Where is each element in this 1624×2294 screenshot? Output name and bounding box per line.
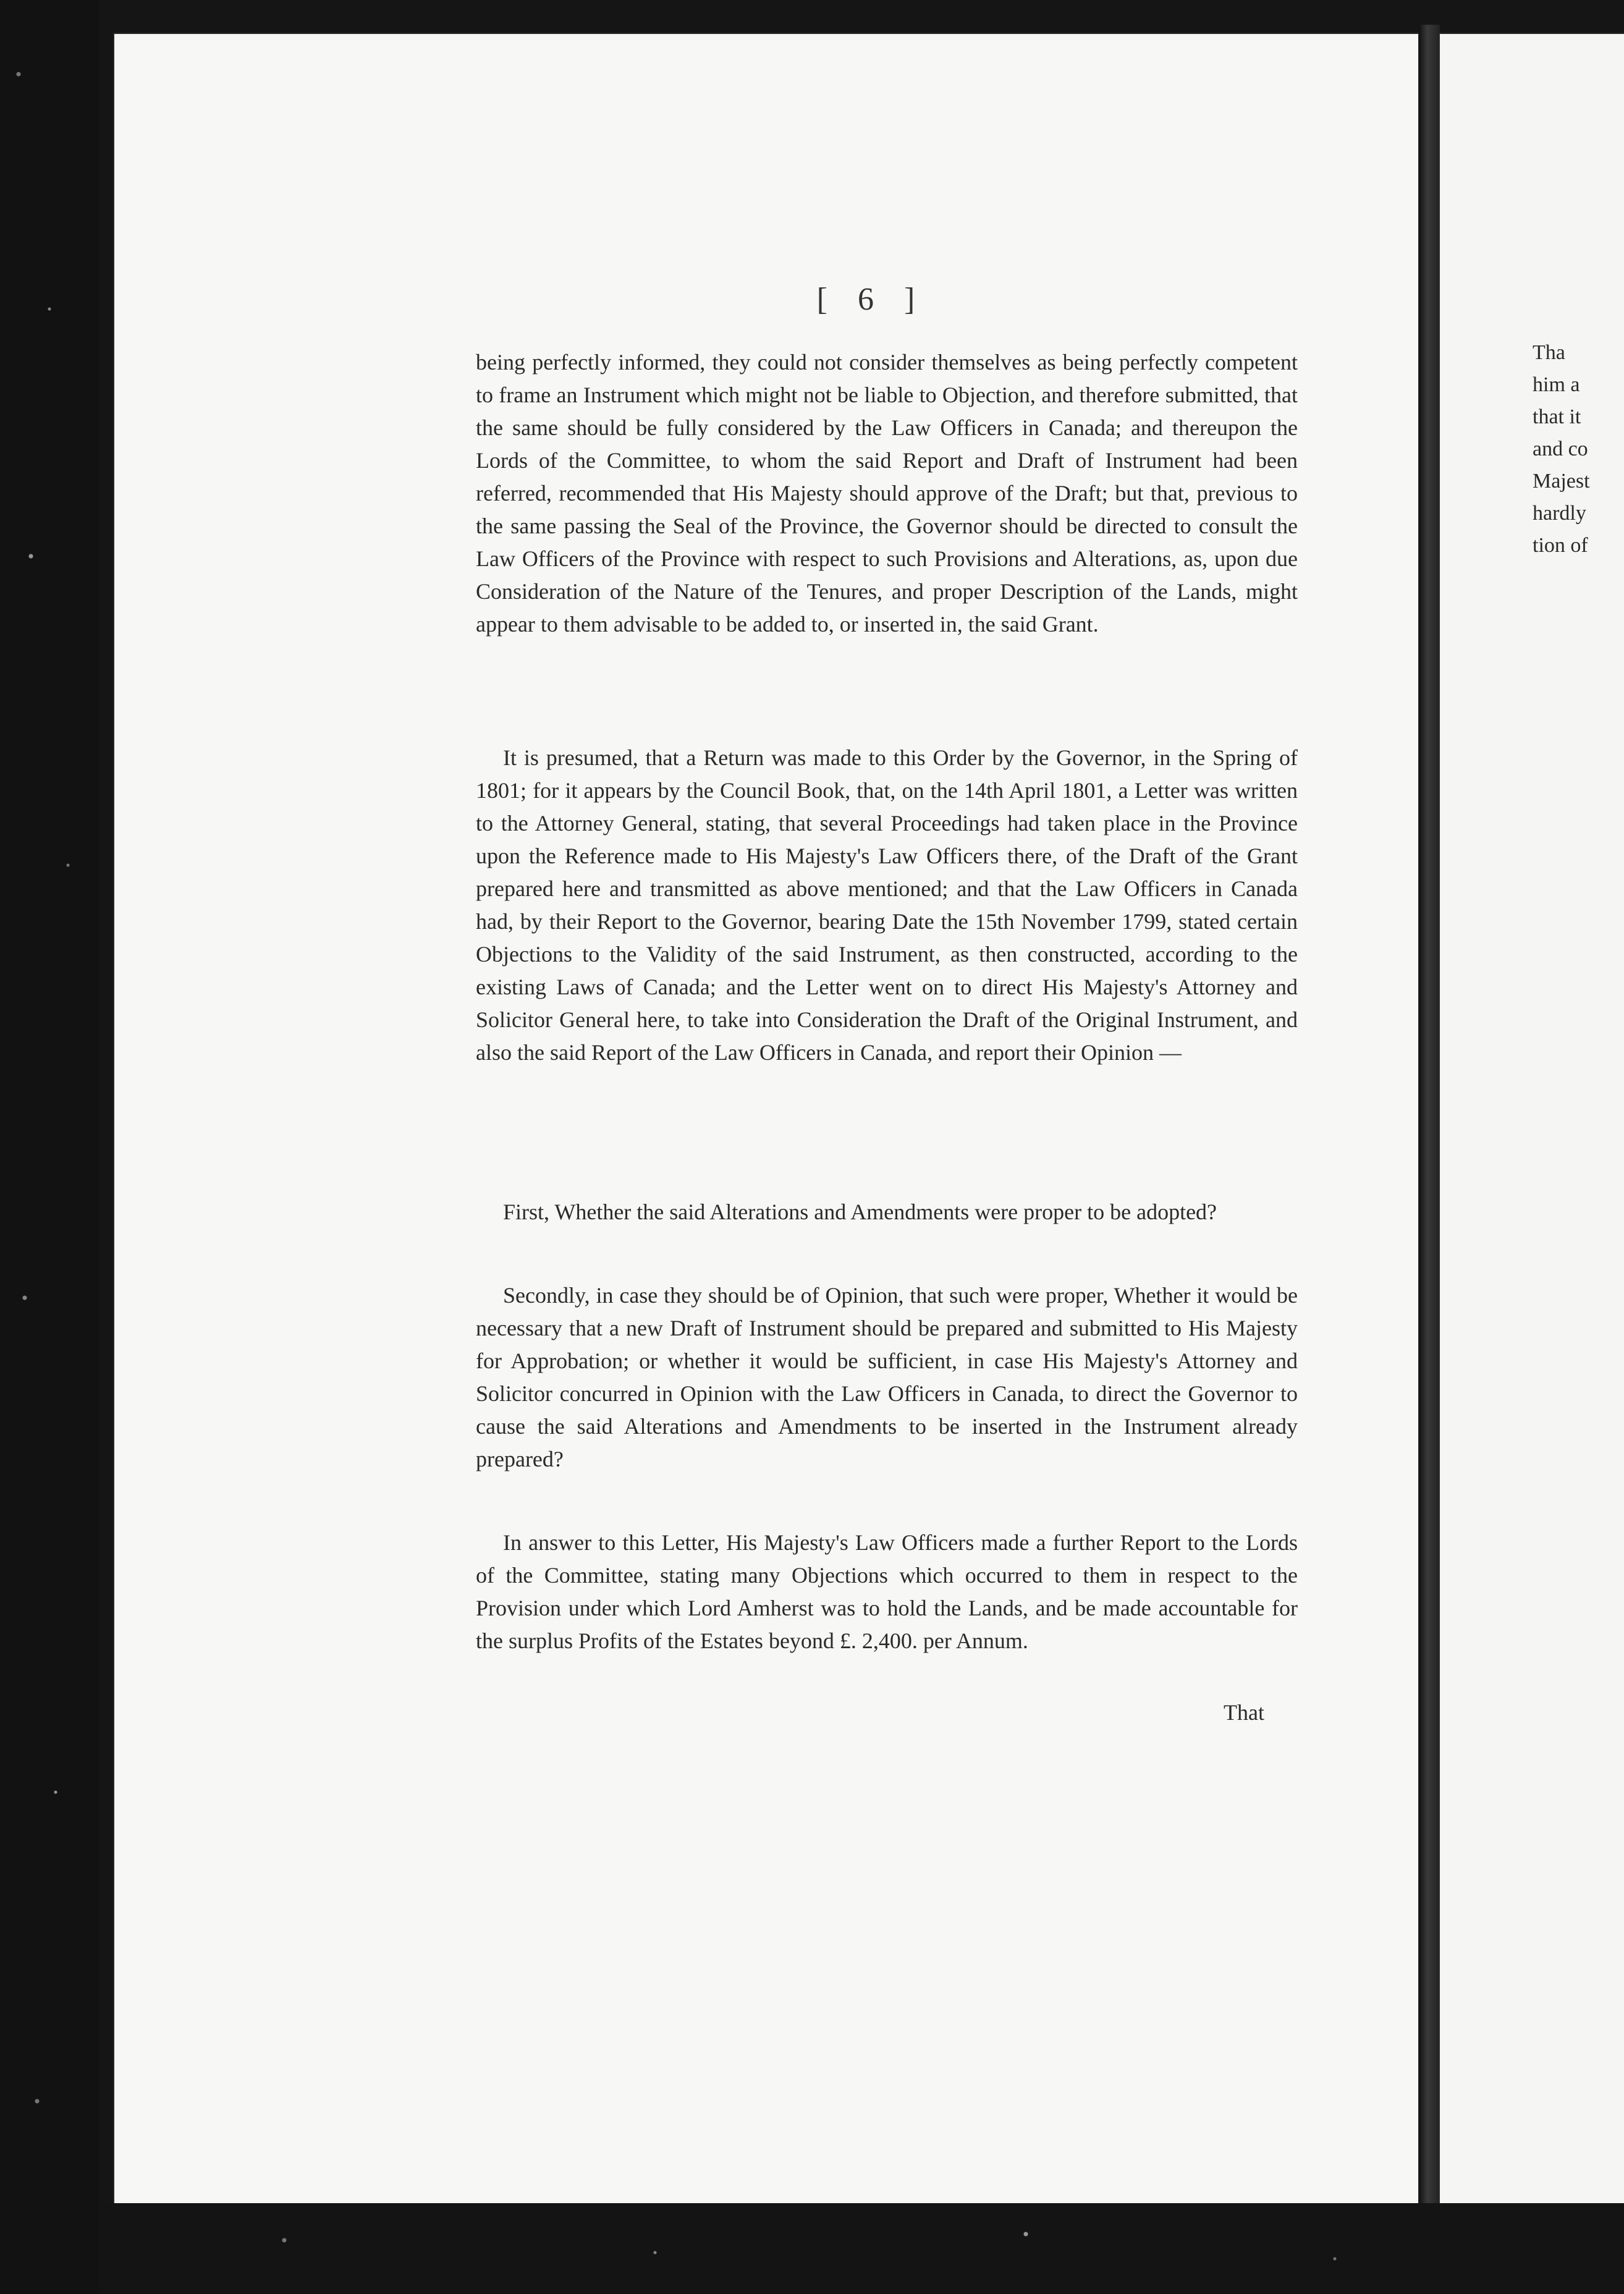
paragraph-5-block <box>476 1526 1298 1657</box>
right-line-5: Majest <box>1533 470 1590 493</box>
paragraph-4: Secondly, in case they should be of Opinion, that such were proper, Whether it would be necessary that a new Draft of Instrument should be prepared and submitted to His Majesty for Approbation; or whether it would be sufficient, in case His Majesty's Attorney and Solicitor concurred in Opinion with the Law Officers in Canada, to direct the Governor to cause the said Alterations and Amendments to be inserted in the Instrument already prepared? <box>476 1283 1298 1471</box>
paragraph-2: It is presumed, that a Return was made to this Order by the Governor, in the Spring of 1801; for it appears by the Council Book, that, on the 14th April 1801, a Letter was written to the Attorney General, stating, that several Proceedings had taken place in the Province upon the Reference made to His Majesty's Law Officers there, of the Draft of the Grant prepared here and transmitted as above mentioned; and that the Law Officers in Canada had, by their Report to the Governor, bearing Date the 15th November 1799, stated certain Objections to the Validity of the said Instrument, as then constructed, according to the existing Laws of Canada; and the Letter went on to direct His Majesty's Attorney and Solicitor General here, to take into Consideration the Draft of the Original Instrument, and also the said Report of the Law Officers in Canada, and report their Opinion — <box>476 745 1298 1065</box>
scan-left-margin <box>0 0 99 2294</box>
right-line-1: Tha <box>1533 341 1565 364</box>
paragraph-5: In answer to this Letter, His Majesty's Law Officers made a further Report to the Lords of the Committee, stating many Objections which occurred to them in respect to the Provision under which Lord Amherst was to hold the Lands, and be made accountable for the surplus Profits of the Estates beyond £. 2,400. per Annum. <box>476 1530 1298 1653</box>
paragraph-1: being perfectly informed, they could not consider themselves as being perfectly competent to frame an Instrument which might not be liable to Objection, and therefore submitted, that the same should be fully considered by the Law Officers in Canada; and thereupon the Lords of the Committee, to whom the said Report and Draft of Instrument had been referred, recommended that His Majesty should approve of the Draft; but that, previous to the same passing the Seal of the Province, the Governor should be directed to consult the Law Officers of the Province with respect to such Provisions and Alterations, as, upon due Consideration of the Nature of the Tenures, and proper Description of the Lands, might appear to them advisable to be added to, or inserted in, the said Grant. <box>476 350 1298 637</box>
paragraph-4-block <box>476 1279 1298 1476</box>
page-number: [ 6 ] <box>816 282 926 317</box>
paragraph-3: First, Whether the said Alterations and Amendments were proper to be adopted? <box>503 1200 1217 1224</box>
right-line-4: and co <box>1533 438 1588 460</box>
paragraph-3-block <box>476 1196 1298 1229</box>
right-line-3: that it <box>1533 405 1581 428</box>
right-line-2: him a <box>1533 373 1580 396</box>
catchword: That <box>1224 1700 1264 1725</box>
paragraph-2-block <box>476 742 1298 1069</box>
right-line-6: hardly <box>1533 502 1586 525</box>
right-page-text <box>1533 337 1624 562</box>
paragraph-1-block <box>476 346 1298 641</box>
right-line-7: tion of <box>1533 534 1588 557</box>
page-gutter <box>1419 25 1440 2225</box>
scan-bottom-edge <box>99 2203 1624 2294</box>
